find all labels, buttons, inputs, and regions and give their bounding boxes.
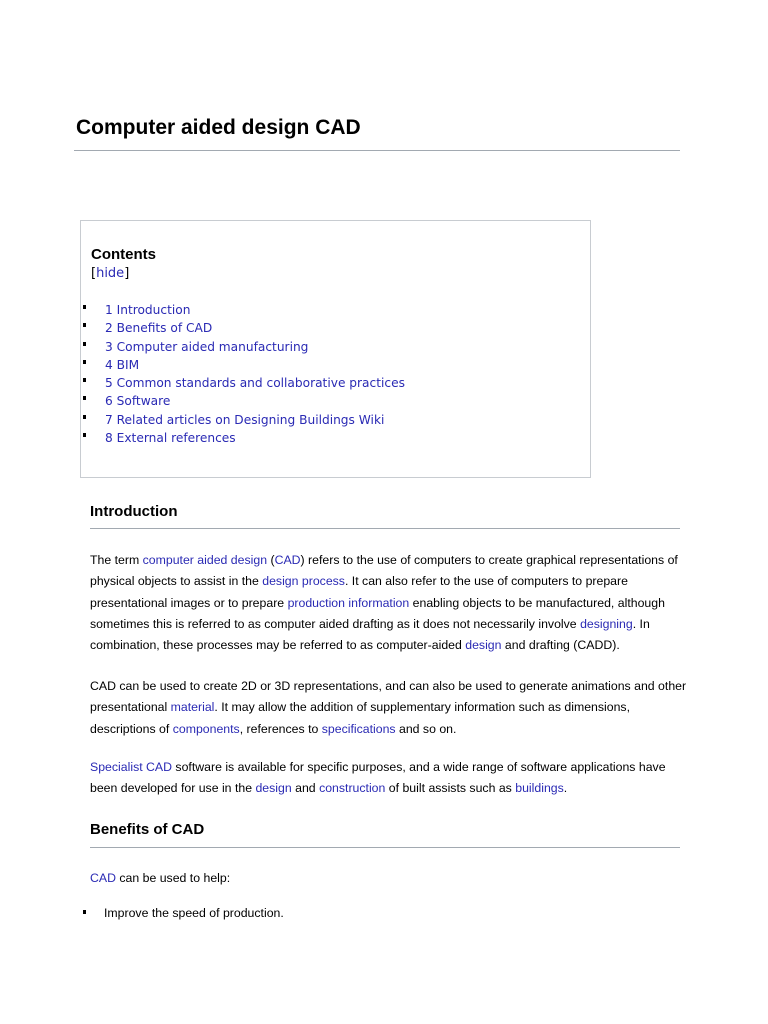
- introduction-divider: [90, 528, 680, 529]
- text-run: and drafting (CADD).: [501, 638, 620, 653]
- text-run: and: [291, 781, 320, 796]
- text-run: . It may allow the addition of supplementary information such as dimensions, descriptions of: [90, 700, 630, 736]
- toc-item-label: BIM: [116, 357, 140, 372]
- toc-item-number: 6: [105, 394, 113, 409]
- toc-item-number: 1: [105, 303, 113, 317]
- text-run: The term: [90, 553, 143, 567]
- toc-item-label: Benefits of CAD: [116, 321, 213, 336]
- bullet-marker: [83, 910, 86, 914]
- toc-item-number: 2: [105, 321, 113, 336]
- link-material[interactable]: material: [170, 700, 215, 715]
- toc-item-label: Introduction: [116, 303, 191, 317]
- introduction-heading: Introduction: [90, 503, 178, 520]
- benefits-heading: Benefits of CAD: [90, 821, 205, 838]
- link-specialist-cad[interactable]: Specialist CAD: [90, 760, 173, 774]
- link-construction[interactable]: construction: [319, 781, 386, 796]
- benefits-intro: [90, 868, 690, 889]
- toc-item-external[interactable]: [81, 429, 405, 447]
- toc-item-benefits[interactable]: [81, 319, 405, 337]
- toc-item-number: 8: [105, 431, 113, 446]
- link-designing[interactable]: designing: [580, 616, 633, 631]
- intro-paragraph-3: [90, 757, 690, 800]
- toc-item-introduction[interactable]: [81, 301, 405, 319]
- toc-item-number: 5: [105, 376, 113, 391]
- toc-toggle-bracket-open: [: [91, 266, 97, 281]
- toc-toggle: [91, 266, 129, 281]
- toc-list: [81, 301, 405, 447]
- toc-hide-link[interactable]: hide: [96, 266, 125, 281]
- intro-paragraph-1: [90, 550, 690, 656]
- table-of-contents: [80, 220, 591, 478]
- toc-item-label: Computer aided manufacturing: [116, 339, 309, 354]
- toc-item-standards[interactable]: [81, 374, 405, 392]
- link-design[interactable]: design: [465, 638, 502, 653]
- text-run: and so on.: [395, 721, 457, 736]
- text-run: software is available for specific purposes, and a wide range of software applications have been developed for use in the: [90, 760, 666, 796]
- toc-heading: Contents: [91, 246, 156, 263]
- toc-item-number: 3: [105, 339, 113, 354]
- link-buildings[interactable]: buildings: [515, 781, 564, 796]
- intro-paragraph-2: [90, 676, 690, 740]
- link-components[interactable]: components: [172, 721, 240, 736]
- link-cad[interactable]: CAD: [274, 553, 301, 567]
- link-design[interactable]: design: [255, 781, 292, 796]
- toc-item-label: Common standards and collaborative practices: [116, 376, 405, 391]
- text-run: can be used to help:: [115, 871, 231, 885]
- benefit-item: Improve the speed of production.: [104, 906, 284, 920]
- text-run: enabling objects to be manufactured, although sometimes this is referred to as computer aided drafting as it does not necessarily involve: [90, 595, 665, 631]
- benefits-divider: [90, 847, 680, 848]
- text-run: ) refers to the use of computers to create graphical representations of physical objects to assist in the: [90, 553, 678, 589]
- toc-item-bim[interactable]: [81, 356, 405, 374]
- text-run: CAD can be used to create 2D or 3D representations, and can also be used to generate animations and other presentational: [90, 679, 687, 715]
- toc-item-label: External references: [116, 431, 236, 446]
- link-computer-aided-design[interactable]: computer aided design: [142, 553, 268, 567]
- text-run: . It can also refer to the use of computers to prepare presentational images or to prepare: [90, 574, 628, 610]
- link-specifications[interactable]: specifications: [321, 721, 396, 736]
- toc-item-label: Related articles on Designing Buildings Wiki: [116, 412, 385, 427]
- text-run: of built assists such as: [385, 781, 516, 796]
- toc-toggle-bracket-close: ]: [124, 266, 130, 281]
- link-design-process[interactable]: design process: [262, 574, 345, 589]
- text-run: . In combination, these processes may be referred to as computer-aided: [90, 616, 650, 653]
- toc-item-number: 4: [105, 357, 113, 372]
- text-run: (: [267, 553, 275, 567]
- toc-item-software[interactable]: [81, 392, 405, 410]
- link-production-information[interactable]: production information: [287, 595, 410, 610]
- page-title: Computer aided design CAD: [76, 116, 361, 139]
- text-run: .: [563, 781, 568, 796]
- link-cad[interactable]: CAD: [90, 871, 116, 885]
- text-run: , references to: [239, 721, 322, 736]
- title-divider: [74, 150, 680, 151]
- toc-item-label: Software: [116, 394, 171, 409]
- toc-item-cam[interactable]: [81, 338, 405, 356]
- toc-item-number: 7: [105, 412, 113, 427]
- toc-item-related[interactable]: [81, 411, 405, 429]
